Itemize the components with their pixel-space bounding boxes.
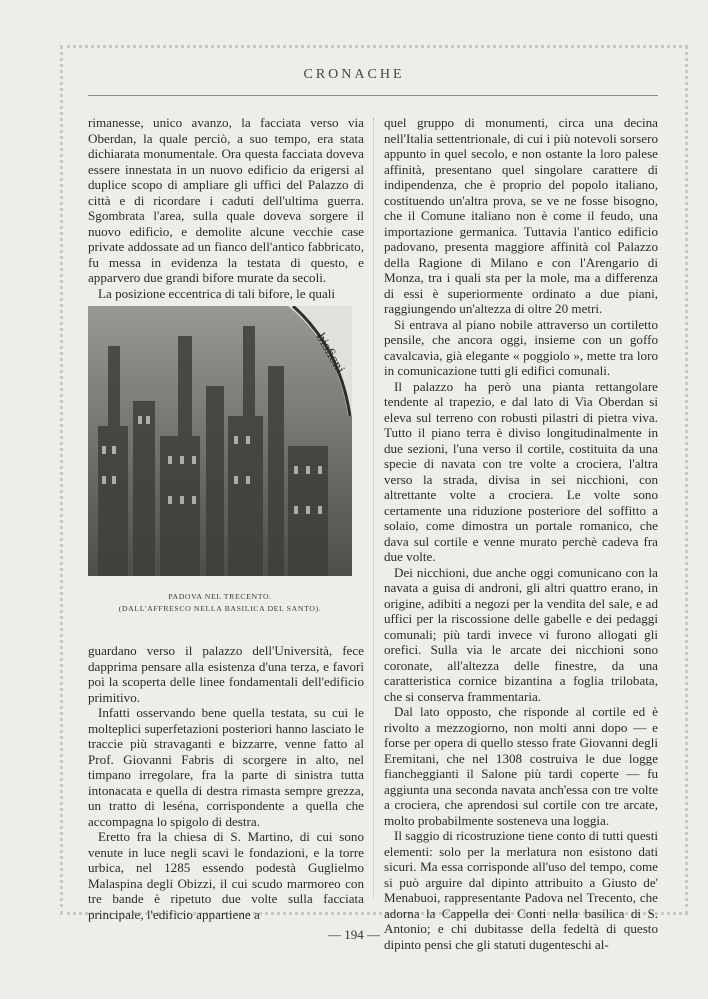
paragraph: Dal lato opposto, che risponde al cortile ed è rivolto a mezzogiorno, non molti anni dopo — e forse per opera di quello stesso frate Giovanni degli Eremitani, che nel 1308 costruiva le due logge fiancheggianti il Salone più tardi coperte — fu aggiunta una seconda navata anch'essa con tre volte a crociera, che aprendosi sul cortile con tre arcate, molto probabilmente sosteneva una loggia. [384,704,658,828]
paragraph: Si entrava al piano nobile attraverso un cortiletto pensile, che ancora oggi, insieme con un goffo cavalcavia, già elegante « poggiolo », mette tra loro in comunicazione tutti gli edifici comunali. [384,316,658,378]
page-number: — 194 — [328,927,380,942]
column-divider [373,118,374,898]
paragraph: La posizione eccentrica di tali bifore, le quali [98,285,336,301]
left-column-top [88,115,364,301]
paragraph: guardano verso il palazzo dell'Università, fece dapprima pensare alla esistenza d'una terza, e favorì poi la scoperta delle linee fondamentali dell'edificio primitivo. [88,643,364,705]
running-head: CRONACHE [303,67,405,82]
right-column [384,115,658,952]
paragraph: Infatti osservando bene quella testata, su cui le molteplici superfetazioni posteriori hanno lasciato le traccie più stravaganti e bizzarre, venne fatto al Prof. Giovanni Fabris di scorgere in alto, nel timpano irregolare, fra la parte di sinistra tutta intonacata e quella di destra rimasta sempre grezza, un tratto di leséna, corrispondente a quella che accompagna lo spigolo di destra. [88,705,364,829]
paragraph: Dei nicchioni, due anche oggi comunicano con la navata a guisa di androni, gli altri quattro erano, in origine, adibiti a negozi per la vendita del sale, e ad uffici per la riscossione delle gabelle e dei pedaggi comunali; più tardi invece vi furono allogati gli orefici. Sulla via le arcate dei nicchioni sono coronate, all'altezza delle finestre, da una caratteristica cornice bizantina a foglia trilobata, che si conserva frammentaria. [384,564,658,704]
fresco-illustration [88,306,352,576]
caption-line: PADOVA NEL TRECENTO. [168,592,272,601]
figure-caption [88,591,352,615]
fresco-inscription: bisficni [313,330,348,376]
header-rule [88,95,658,96]
left-column-bottom [88,643,364,922]
paragraph: Eretto fra la chiesa di S. Martino, di cui sono venute in luce negli scavi le fondazioni, e la torre urbica, nel 1285 essendo podestà Guglielmo Malaspina degli Obizzi, il cui scudo marmoreo con tre bande è ripetuto due volte sulla facciata principale, l'edificio appartiene a [88,829,364,922]
paragraph: rimanesse, unico avanzo, la facciata verso via Oberdan, la quale perciò, a suo tempo, era stata dichiarata monumentale. Ora questa facciata doveva essere innestata in un nuovo edificio da erigersi al duplice scopo di ampliare gli uffici del Palazzo di città e di ricordare i caduti dell'ultima guerra. Sgombrata l'area, sulla quale doveva sorgere il nuovo edificio, e demolite alcune vecchie case private addossate ad un fianco dell'antico fabbricato, fu messa in evidenza la testata di questo, e apparvero due grandi bifore murate da secoli. [88,115,364,285]
paragraph: quel gruppo di monumenti, circa una decina nell'Italia settentrionale, di cui i più notevoli sorsero appunto in quel secolo, e non ostante la loro palese affinità, presentano quel singolare carattere di indipendenza, che è proprio del popolo italiano, costituendo un'altra prova, se ve ne fosse bisogno, che il Comune italiano non è come il feudo, una importazione germanica. Tuttavia l'antico edificio padovano, presenta maggiore affinità col Palazzo della Ragione di Milano e con l'Arengario di Monza, tra i quali sta per la mole, ma a differenza di essi è superiormente ordinato a due piani, raggiungendo un'altezza di oltre 20 metri. [384,115,658,316]
paragraph: Il saggio di ricostruzione tiene conto di tutti questi elementi: solo per la merlatura non esistono dati sicuri. Ma essa corrisponde all'uso del tempo, come si può arguire dal dipinto attribuito a Giusto de' Menabuoi, rappresentante Padova nel Trecento, che adorna la Cappella dei Conti nella basilica di S. Antonio; e chi dubitasse della fedeltà di questo dipinto pensi che gli statuti dugenteschi al- [384,828,659,952]
city-fresco-image [88,306,352,576]
paragraph: Il palazzo ha però una pianta rettangolare tendente al trapezio, e dal lato di Via Oberdan si eleva sul terreno con robusti pilastri di pietra viva. Tutto il piano terra è diviso longitudinalmente in due sezioni, l'una verso il cortile, costituita da una specie di navata con tre volte a crociera, l'altra verso la strada, divisa in sei nicchioni, con altrettante volte a crociera. Le volte sono certamente una riduzione posteriore del soffitto a solaio, come dimostra un portale romanico, che dava sul cortile e venne murato perchè cadeva fra due volte. [384,378,658,564]
caption-line: (DALL'AFFRESCO NELLA BASILICA DEL SANTO). [118,604,322,613]
